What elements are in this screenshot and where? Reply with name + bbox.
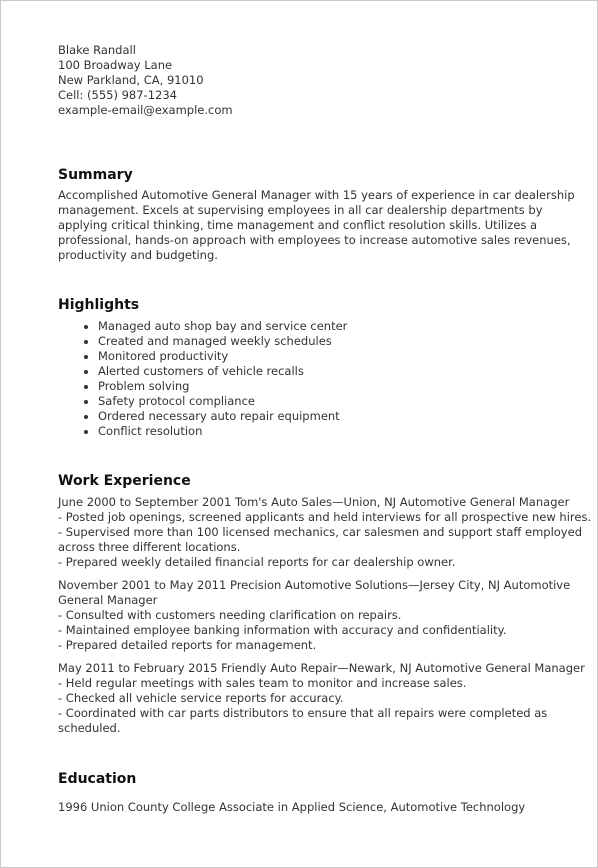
job-bullet: - Coordinated with car parts distributors to ensure that all repairs were completed as scheduled. <box>58 706 548 735</box>
education-entry: 1996 Union County College Associate in Applied Science, Automotive Technology <box>58 800 526 814</box>
highlight-item: • Safety protocol compliance <box>98 394 593 409</box>
job-bullet: - Checked all vehicle service reports for accuracy. <box>58 691 344 705</box>
summary-heading: Summary <box>58 167 133 183</box>
highlight-item: • Monitored productivity <box>98 349 593 364</box>
contact-address: 100 Broadway Lane <box>58 58 173 72</box>
resume-content <box>58 43 593 815</box>
job-bullet: - Maintained employee banking information with accuracy and confidentiality. <box>58 623 507 637</box>
job-header: June 2000 to September 2001 Tom's Auto Sales—Union, NJ Automotive General Manager <box>58 495 570 509</box>
highlights-list <box>58 319 593 439</box>
job-header: November 2001 to May 2011 Precision Automotive Solutions—Jersey City, NJ Automotive General Manager <box>58 578 571 607</box>
contact-phone: Cell: (555) 987-1234 <box>58 88 177 102</box>
highlight-item: • Ordered necessary auto repair equipment <box>98 409 593 424</box>
work-experience-heading: Work Experience <box>58 473 191 489</box>
job-bullet: - Posted job openings, screened applicants and held interviews for all prospective new hires. <box>58 510 592 524</box>
summary-text: Accomplished Automotive General Manager with 15 years of experience in car dealership management. Excels at supervising employees in all car dealership departments by applying critical thinking, time management and conflict resolution skills. Utilizes a professional, hands-on approach with employees to increase automotive sales revenues, productivity and budgeting. <box>58 188 575 262</box>
job-bullet: - Held regular meetings with sales team to monitor and increase sales. <box>58 676 467 690</box>
highlight-item: • Managed auto shop bay and service center <box>98 319 593 334</box>
highlight-item: • Problem solving <box>98 379 593 394</box>
contact-block <box>58 43 593 118</box>
job-bullet: - Consulted with customers needing clarification on repairs. <box>58 608 402 622</box>
job-entry <box>58 661 593 736</box>
job-header: May 2011 to February 2015 Friendly Auto Repair—Newark, NJ Automotive General Manager <box>58 661 585 675</box>
job-bullet: - Supervised more than 100 licensed mechanics, car salesmen and support staff employed across three different locations. <box>58 525 582 554</box>
education-heading: Education <box>58 771 137 787</box>
contact-name: Blake Randall <box>58 43 136 57</box>
job-bullet: - Prepared weekly detailed financial reports for car dealership owner. <box>58 555 456 569</box>
highlight-item: • Alerted customers of vehicle recalls <box>98 364 593 379</box>
highlights-heading: Highlights <box>58 297 140 313</box>
job-entry <box>58 578 593 653</box>
contact-city: New Parkland, CA, 91010 <box>58 73 204 87</box>
job-bullet: - Prepared detailed reports for management. <box>58 638 317 652</box>
contact-email: example-email@example.com <box>58 103 233 117</box>
job-entry <box>58 495 593 570</box>
highlight-item: • Created and managed weekly schedules <box>98 334 593 349</box>
highlight-item: • Conflict resolution <box>98 424 593 439</box>
